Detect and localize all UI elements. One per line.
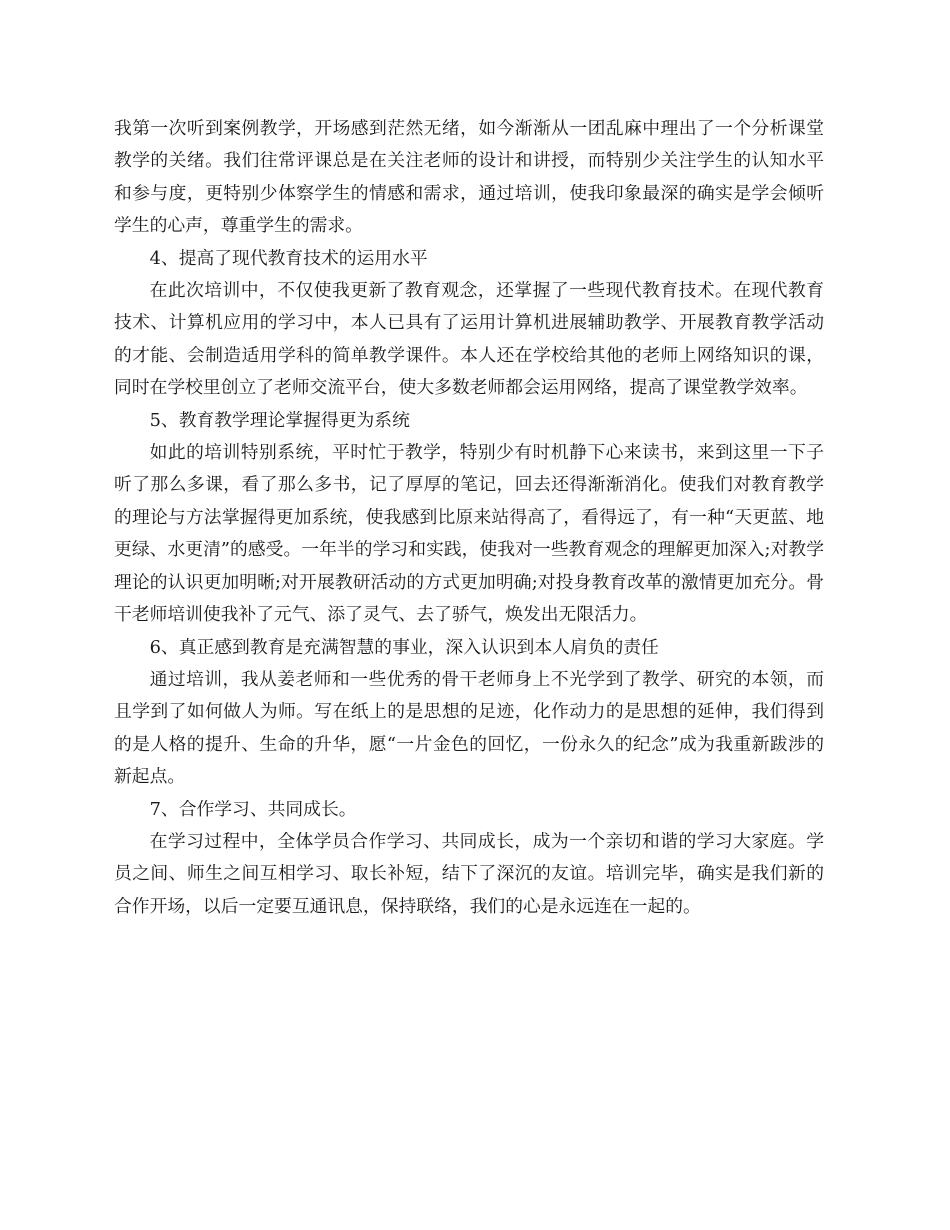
paragraph-wisdom-responsibility: 通过培训，我从姜老师和一些优秀的骨干老师身上不光学到了教学、研究的本领，而且学到了如何做人为师。写在纸上的是思想的足迹，化作动力的是思想的延伸，我们得到的是人格的提升、生命的升华，愿“一片金色的回忆，一份永久的纪念”成为我重新跋涉的新起点。 (114, 668, 824, 788)
document-body (114, 113, 824, 923)
heading-7-cooperative-learning: 7、合作学习、共同成长。 (149, 798, 357, 820)
heading-5-theory-system: 5、教育教学理论掌握得更为系统 (149, 409, 410, 431)
paragraph-cooperative-learning: 在学习过程中，全体学员合作学习、共同成长，成为一个亲切和谐的学习大家庭。学员之间、师生之间互相学习、取长补短，结下了深沉的友谊。培训完毕，确实是我们新的合作开场，以后一定要互通讯息，保持联络，我们的心是永远连在一起的。 (114, 830, 824, 917)
paragraph-case-teaching: 我第一次听到案例教学，开场感到茫然无绪，如今渐渐从一团乱麻中理出了一个分析课堂教学的关绪。我们往常评课总是在关注老师的设计和讲授，而特别少关注学生的认知水平和参与度，更特别少体察学生的情感和需求，通过培训，使我印象最深的确实是学会倾听学生的心声，尊重学生的需求。 (114, 118, 824, 237)
paragraph-theory-system: 如此的培训特别系统，平时忙于教学，特别少有时机静下心来读书，来到这里一下子听了那么多课，看了那么多书，记了厚厚的笔记，回去还得渐渐消化。使我们对教育教学的理论与方法掌握得更加系统，使我感到比原来站得高了，看得远了，有一种“天更蓝、地更绿、水更清”的感受。一年半的学习和实践，使我对一些教育观念的理解更加深入;对教学理论的认识更加明晰;对开展教研活动的方式更加明确;对投身教育改革的激情更加充分。骨干老师培训使我补了元气、添了灵气、去了骄气，焕发出无限活力。 (114, 442, 824, 626)
heading-4-modern-technology: 4、提高了现代教育技术的运用水平 (149, 247, 428, 269)
heading-6-wisdom-responsibility: 6、真正感到教育是充满智慧的事业，深入认识到本人肩负的责任 (149, 636, 659, 658)
paragraph-modern-technology: 在此次培训中，不仅使我更新了教育观念，还掌握了一些现代教育技术。在现代教育技术、计算机应用的学习中，本人已具有了运用计算机进展辅助教学、开展教育教学活动的才能、会制造适用学科的简单教学课件。本人还在学校给其他的老师上网络知识的课，同时在学校里创立了老师交流平台，使大多数老师都会运用网络，提高了课堂教学效率。 (114, 280, 824, 399)
